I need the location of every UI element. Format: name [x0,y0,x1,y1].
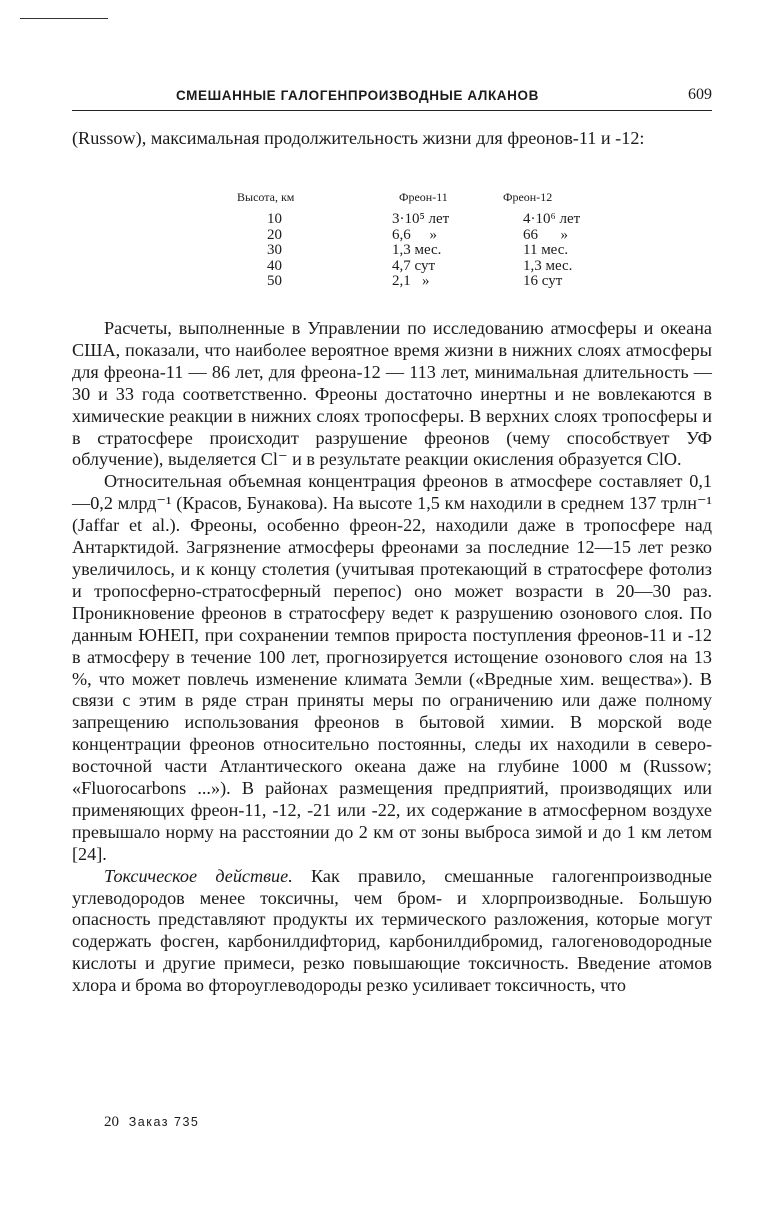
cell-freon-12: 11 мес. [523,242,569,259]
cell-freon-12: 4·10⁶ лет [523,211,581,227]
page-footer [104,1114,199,1131]
header-freon-11: Фреон-11 [399,190,448,204]
header-freon-12: Фреон-12 [503,190,553,204]
cell-freon-11: 3·10⁵ лет [392,211,450,227]
table-row [237,243,657,259]
paragraph-toxic-action [72,866,712,997]
cell-freon-11: 1,3 мес. [392,242,442,259]
paragraph-lifetime-calculations: Расчеты, выполненные в Управлении по исследованию атмосферы и океана США, показали, что наиболее вероятное время жизни в нижних слоях атмосферы для фреона-11 — 86 лет, для фреона-12 — 113 лет, минимальная длительность — 30 и 33 года соответственно. Фреоны достаточно инертны и не вовлекаются в химические реакции в нижних слоях тропосферы. В верхних слоях тропосферы и в стратосфере происходит разрушение фреонов (чему способствует УФ облучение), выделяется Cl⁻ и в результате реакции окисления образуется ClO. [72,318,712,470]
cell-altitude: 30 [267,242,282,259]
cell-freon-12: 66 » [523,226,568,243]
table-row [237,274,657,290]
toxic-action-text: Как правило, смешанные галогенпроизводные углеводородов менее токсичны, чем бром- и хлорпроизводные. Большую опасность представляют продукты их термического разложения, которые могут содержать фосген, карбонилдифторид, карбонилдибромид, галогеноводородные кислоты и другие примеси, резко повышающие токсичность. Введение атомов хлора и брома во фтороуглеводороды резко усиливает токсичность, что [72,865,713,996]
header-rule [72,110,712,111]
lifetime-table [237,190,657,290]
cell-freon-12: 16 сут [523,273,563,290]
header-altitude: Высота, км [237,190,295,204]
top-margin-rule [20,18,108,19]
cell-altitude: 50 [267,273,282,290]
intro-text: (Russow), максимальная продолжительность жизни для фреонов-11 и -12: [72,128,645,148]
cell-freon-11: 2,1 » [392,273,430,290]
table-row [237,212,657,228]
signature-number: 20 [104,1114,119,1130]
table-row [237,228,657,244]
running-head [72,86,712,108]
table-header [237,190,657,212]
toxic-action-label: Токсическое действие. [104,865,293,886]
intro-paragraph [72,128,712,150]
cell-freon-12: 1,3 мес. [523,257,573,274]
cell-freon-11: 6,6 » [392,226,437,243]
paragraph-atmospheric-concentration: Относительная объемная концентрация фреонов в атмосфере составляет 0,1—0,2 млрд⁻¹ (Красов, Бунакова). На высоте 1,5 км находили в среднем 137 трлн⁻¹ (Jaffar et al.). Фреоны, особенно фреон-22, находили даже в тропосфере над Антарктидой. Загрязнение атмосферы фреонами за последние 12—15 лет резко увеличилось, и к концу столетия (учитывая протекающий в стратосфере фотолиз и тропосферно-стратосферный перепос) оно может возрасти в 20—30 раз. Проникновение фреонов в стратосферу ведет к разрушению озонового слоя. По данным ЮНЕП, при сохранении темпов прироста поступления фреонов-11 и -12 в атмосферу в течение 100 лет, прогнозируется истощение озонового слоя на 13 %, что может повлечь изменение климата Земли («Вредные хим. вещества»). В связи с этим в ряде стран приняты меры по ограничению или даже полному запрещению использования фреонов в бытовой химии. В морской воде концентрации фреонов относительно постоянны, следы их находили в северо-восточной части Атлантического океана даже на глубине 1000 м (Russow; «Fluorocarbons ...»). В районах размещения предприятий, производящих или применяющих фреон-11, -12, -21 или -22, их содержание в атмосферном воздухе превышало норму на расстоянии до 2 км от зоны выброса зимой и до 1 км летом [24]. [72,471,712,864]
page-number: 609 [688,86,712,103]
order-label: Заказ 735 [128,1115,200,1129]
running-title: СМЕШАННЫЕ ГАЛОГЕНПРОИЗВОДНЫЕ АЛКАНОВ [176,88,539,103]
main-text [72,318,712,997]
cell-freon-11: 4,7 сут [392,257,436,274]
cell-altitude: 40 [267,257,282,274]
cell-altitude: 10 [267,211,282,227]
cell-altitude: 20 [267,226,282,243]
table-row [237,259,657,275]
